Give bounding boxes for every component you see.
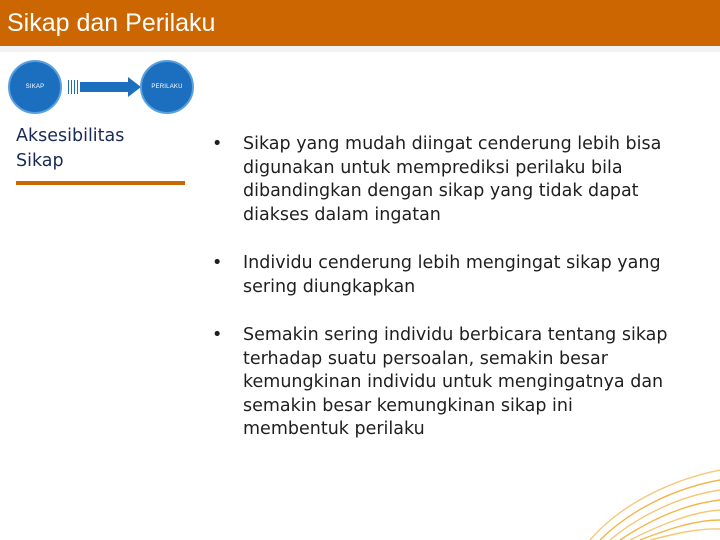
bullet-item (212, 133, 682, 227)
diagram-node-sikap (8, 60, 62, 114)
diagram-node-perilaku-label: PERILAKU (151, 84, 183, 90)
title-stripe (0, 46, 720, 52)
subheading-underline (16, 181, 185, 185)
diagram-node-sikap-label: SIKAP (25, 84, 45, 90)
title-bar (0, 0, 720, 46)
arrow-tail-lines (68, 80, 78, 94)
slide-title: Sikap dan Perilaku (7, 9, 216, 37)
attitude-behavior-diagram (6, 58, 196, 116)
diagram-node-perilaku (140, 60, 194, 114)
subheading-line-2: Sikap (16, 151, 64, 171)
bullet-icon: • (212, 325, 223, 345)
subheading-line-1: Aksesibilitas (16, 126, 125, 146)
bullet-icon: • (212, 134, 223, 154)
section-subheading (16, 124, 186, 174)
decorative-swirl-icon (580, 410, 720, 540)
bullet-icon: • (212, 253, 223, 273)
bullet-text: Individu cenderung lebih mengingat sikap yang sering diungkapkan (243, 253, 661, 297)
arrow-shaft (80, 82, 130, 92)
bullet-item (212, 252, 682, 299)
bullet-text: Sikap yang mudah diingat cenderung lebih bisa digunakan untuk memprediksi perilaku bila dibandingkan dengan sikap yang tidak dapat diakses dalam ingatan (243, 134, 662, 225)
bullet-text: Semakin sering individu berbicara tentang sikap terhadap suatu persoalan, semakin besar kemungkinan individu untuk mengingatnya dan semakin besar kemungkinan sikap ini membentuk perilaku (243, 325, 668, 439)
